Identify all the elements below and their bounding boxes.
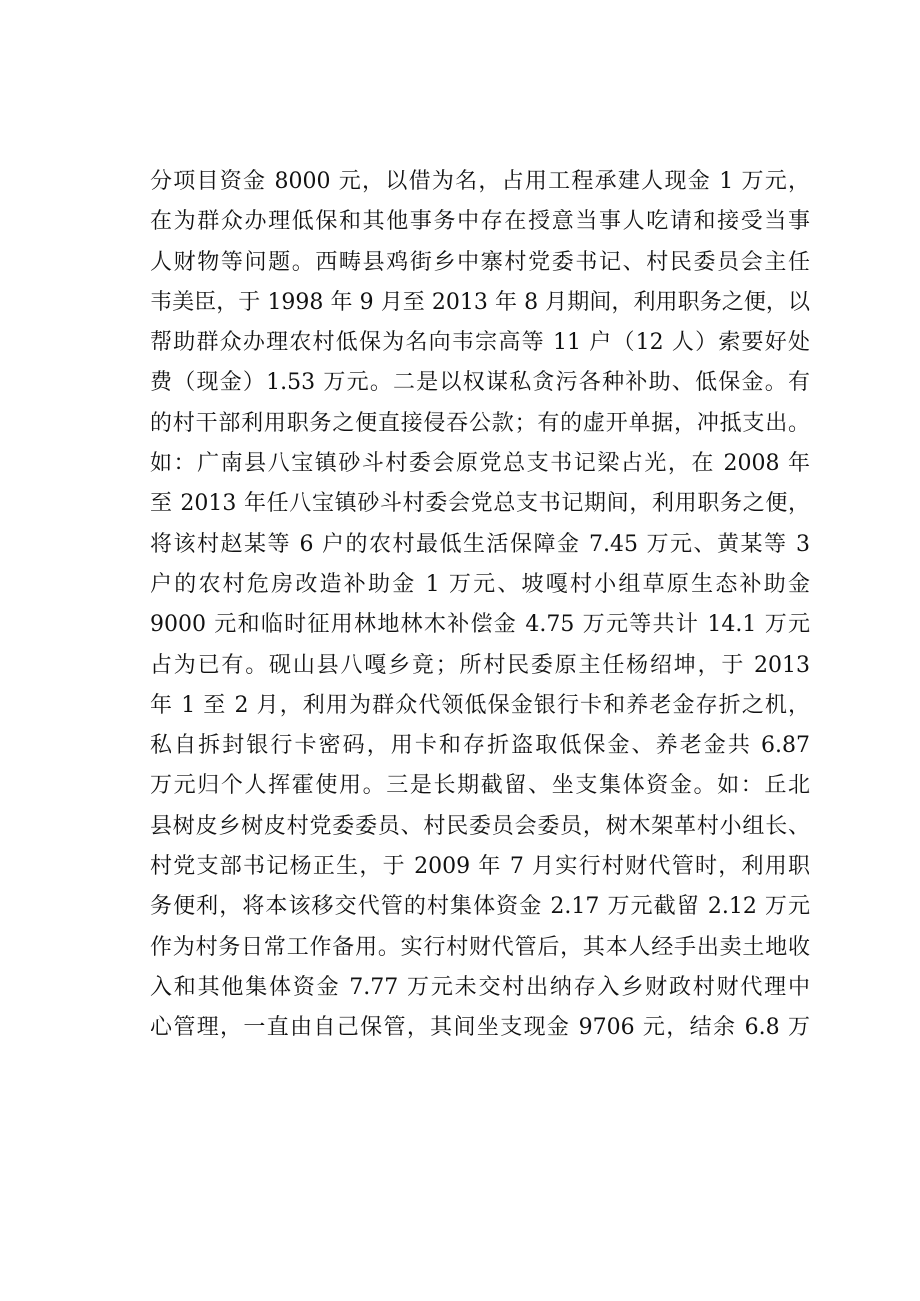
body-text: [150, 162, 810, 1049]
text-line: 心管理，一直由自己保管，其间坐支现金 9706 元，结余 6.8 万: [150, 1015, 810, 1041]
text-line: 县树皮乡树皮村党委委员、村民委员会委员，树木架革村小组长、: [150, 813, 810, 839]
text-line: 万元归个人挥霍使用。三是长期截留、坐支集体资金。如：丘北: [150, 773, 810, 799]
text-line: 人财物等问题。西畴县鸡街乡中寨村党委书记、村民委员会主任: [150, 249, 810, 275]
text-line: 9000 元和临时征用林地林木补偿金 4.75 万元等共计 14.1 万元: [150, 612, 810, 638]
text-line: 户的农村危房改造补助金 1 万元、坡嘎村小组草原生态补助金: [150, 571, 810, 597]
text-line: 的村干部利用职务之便直接侵吞公款；有的虚开单据，冲抵支出。: [150, 410, 810, 436]
text-line: 至 2013 年任八宝镇砂斗村委会党总支书记期间，利用职务之便，: [150, 491, 810, 517]
text-line: 入和其他集体资金 7.77 万元未交村出纳存入乡财政村财代理中: [150, 974, 810, 1000]
text-line: 韦美臣，于 1998 年 9 月至 2013 年 8 月期间，利用职务之便，以: [150, 289, 810, 315]
text-line: 作为村务日常工作备用。实行村财代管后，其本人经手出卖土地收: [150, 934, 810, 960]
text-line: 分项目资金 8000 元，以借为名，占用工程承建人现金 1 万元，: [150, 169, 810, 194]
text-line: 费（现金）1.53 万元。二是以权谋私贪污各种补助、低保金。有: [150, 370, 810, 396]
text-line: 在为群众办理低保和其他事务中存在授意当事人吃请和接受当事: [150, 209, 810, 235]
text-line: 私自拆封银行卡密码，用卡和存折盗取低保金、养老金共 6.87: [150, 733, 810, 759]
text-line: 帮助群众办理农村低保为名向韦宗高等 11 户（12 人）索要好处: [150, 330, 810, 356]
text-line: 年 1 至 2 月，利用为群众代领低保金银行卡和养老金存折之机，: [150, 692, 810, 718]
text-line: 务便利，将本该移交代管的村集体资金 2.17 万元截留 2.12 万元: [150, 894, 810, 920]
text-line: 占为已有。砚山县八嘎乡竟；所村民委原主任杨绍坤，于 2013: [150, 652, 810, 678]
text-line: 村党支部书记杨正生，于 2009 年 7 月实行村财代管时，利用职: [150, 854, 810, 880]
text-line: 将该村赵某等 6 户的农村最低生活保障金 7.45 万元、黄某等 3: [150, 531, 810, 557]
text-line: 如：广南县八宝镇砂斗村委会原党总支书记梁占光，在 2008 年: [150, 451, 810, 477]
